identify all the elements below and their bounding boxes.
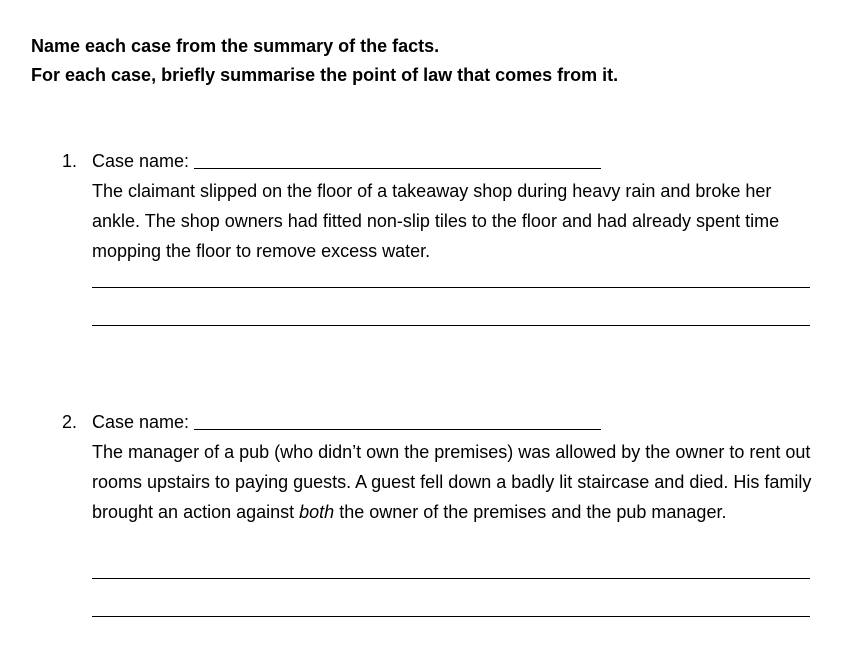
case-2-answer-line-2[interactable] xyxy=(92,616,810,617)
case-2-number: 2. xyxy=(62,412,78,432)
case-2-answer-line-1[interactable] xyxy=(92,578,810,579)
instructions xyxy=(31,32,618,90)
case-2-facts-start: The manager of a pub (who didn’t own the premises) was allowed by the owner to rent out rooms upstairs to paying guests. A guest fell down a badly lit staircase and died. His family brought an action against xyxy=(92,442,812,522)
case-1-answer-line-2[interactable] xyxy=(92,325,810,326)
case-2-facts-emphasis: both xyxy=(299,502,335,522)
instruction-line-2: For each case, briefly summarise the point of law that comes from it. xyxy=(31,65,619,85)
case-1-name-label: Case name: xyxy=(92,151,190,171)
case-1-facts: The claimant slipped on the floor of a takeaway shop during heavy rain and broke her ankle. The shop owners had fitted non-slip tiles to the floor and had already spent time mopping the floor to remove excess water. xyxy=(92,181,780,261)
case-1-heading xyxy=(62,146,189,176)
case-2-heading xyxy=(62,407,189,437)
case-2-facts-end: the owner of the premises and the pub manager. xyxy=(334,502,727,522)
case-1-answer-line-1[interactable] xyxy=(92,287,810,288)
instruction-line-1: Name each case from the summary of the facts. xyxy=(31,36,440,56)
case-2-name-label: Case name: xyxy=(92,412,190,432)
case-1-number: 1. xyxy=(62,151,78,171)
case-2-facts xyxy=(92,437,822,527)
case-2-name-blank[interactable] xyxy=(194,429,601,430)
case-1-name-blank[interactable] xyxy=(194,168,601,169)
